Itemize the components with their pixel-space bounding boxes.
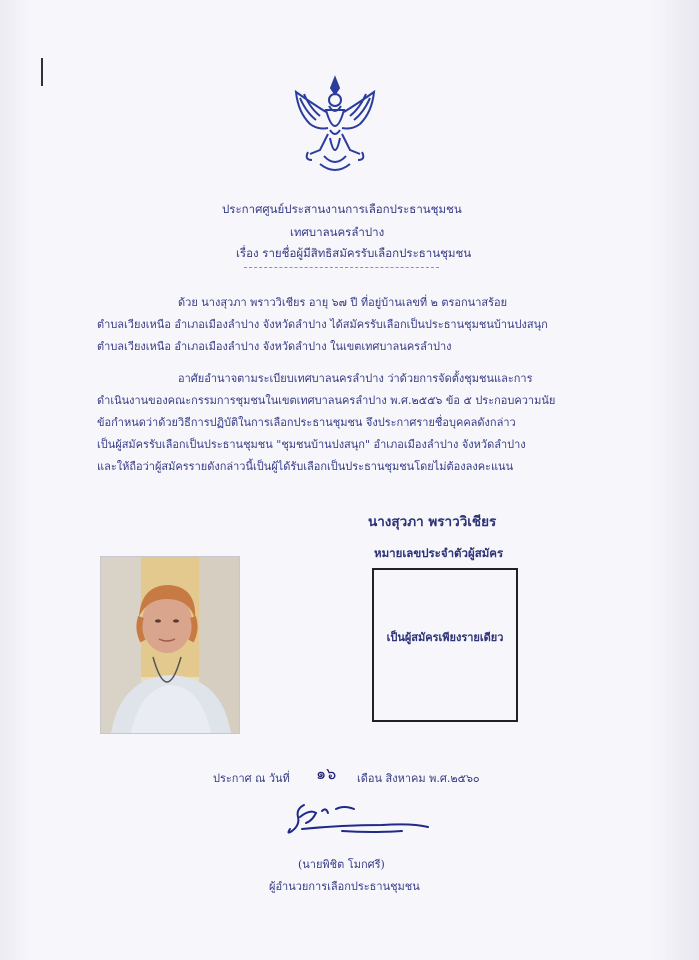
paragraph-2-line-5: และให้ถือว่าผู้สมัครรายดังกล่าวนี้เป็นผู้ได้รับเลือกเป็นประธานชุมชนโดยไม่ต้องลงคะแนน [97,460,514,473]
header-divider [244,267,439,268]
candidate-photo [100,556,240,734]
paragraph-2-line-1: อาศัยอำนาจตามระเบียบเทศบาลนครลำปาง ว่าด้วยการจัดตั้งชุมชนและการ [178,372,533,385]
candidate-name: นางสุวภา พราววิเชียร [368,514,497,530]
announce-date-prefix: ประกาศ ณ วันที่ [213,772,290,785]
candidate-number-label: หมายเลขประจำตัวผู้สมัคร [374,546,504,560]
candidate-number-box [372,568,518,722]
handwritten-signature [282,795,432,840]
edge-mark [41,58,43,86]
header-subject: เรื่อง รายชื่อผู้มีสิทธิสมัครรับเลือกประธานชุมชน [236,246,472,260]
paragraph-1-line-3: ตำบลเวียงเหนือ อำเภอเมืองลำปาง จังหวัดลำปาง ในเขตเทศบาลนครลำปาง [97,340,452,353]
paragraph-1-line-2: ตำบลเวียงเหนือ อำเภอเมืองลำปาง จังหวัดลำปาง ได้สมัครรับเลือกเป็นประธานชุมชนบ้านปงสนุก [97,318,548,331]
header-line-2: เทศบาลนครลำปาง [290,225,385,239]
paragraph-2-line-3: ข้อกำหนดว่าด้วยวิธีการปฏิบัติในการเลือกประธานชุมชน จึงประกาศรายชื่อบุคคลดังกล่าว [97,416,516,429]
paragraph-2-line-2: ดำเนินงานของคณะกรรมการชุมชนในเขตเทศบาลนครลำปาง พ.ศ.๒๕๕๖ ข้อ ๕ ประกอบความนัย [97,394,556,407]
sole-candidate-text: เป็นผู้สมัครเพียงรายเดียว [386,631,504,644]
paragraph-2-line-4: เป็นผู้สมัครรับเลือกเป็นประธานชุมชน "ชุมชนบ้านปงสนุก" อำเภอเมืองลำปาง จังหวัดลำปาง [97,438,526,451]
signer-name: (นายพิชิต โมกศรี) [298,858,385,871]
announce-month-year: เดือน สิงหาคม พ.ศ.๒๕๖๐ [357,772,480,785]
header-line-1: ประกาศศูนย์ประสานงานการเลือกประธานชุมชน [222,202,462,216]
signer-title: ผู้อำนวยการเลือกประธานชุมชน [269,880,420,893]
announce-day-handwritten: ๑๖ [316,764,337,783]
paragraph-1-line-1: ด้วย นางสุวภา พราววิเชียร อายุ ๖๗ ปี ที่อยู่บ้านเลขที่ ๒ ตรอกนาสร้อย [178,296,508,309]
garuda-emblem-icon [290,72,380,182]
